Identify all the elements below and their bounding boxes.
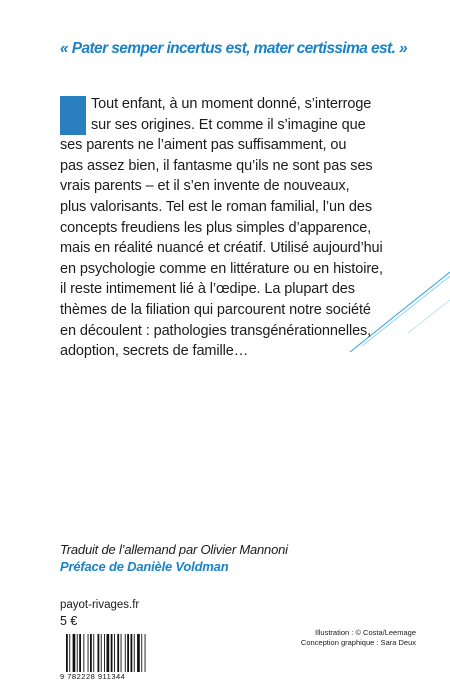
summary-line: en découlent : pathologies transgénérationnelles, — [60, 322, 372, 339]
illustration-credit: Illustration : © Costa/Leemage — [315, 628, 416, 637]
summary-text — [60, 94, 396, 362]
summary-line: Tout enfant, à un moment donné, s’interroge — [91, 96, 372, 112]
summary-line: concepts freudiens les plus simples d’apparence, — [60, 219, 372, 236]
summary-line: il reste intimement lié à l’œdipe. La plupart des — [60, 281, 355, 298]
barcode-bars — [66, 634, 152, 674]
summary-line: plus valorisants. Tel est le roman familial, l’un des — [60, 198, 372, 215]
summary-line: adoption, secrets de famille… — [60, 343, 249, 360]
price: 5 € — [60, 614, 78, 628]
summary-line: sur ses origines. Et comme il s’imagine que — [91, 116, 366, 133]
preface-credit: Préface de Danièle Voldman — [60, 559, 229, 574]
isbn-number: 9 782228 911344 — [60, 672, 156, 681]
summary-line: en psychologie comme en littérature ou en histoire, — [60, 260, 383, 277]
summary-line: thèmes de la filiation qui parcourent notre société — [60, 301, 371, 318]
summary-line: ses parents ne l’aiment pas suffisamment, ou — [60, 137, 347, 154]
publisher-website[interactable]: payot-rivages.fr — [60, 599, 140, 611]
design-credit: Conception graphique : Sara Deux — [300, 638, 416, 647]
barcode — [60, 634, 156, 680]
summary-line: pas assez bien, il fantasme qu’ils ne sont pas ses — [60, 157, 373, 174]
summary-line: vrais parents – et il s’en invente de nouveaux, — [60, 178, 350, 195]
epigraph-quote: « Pater semper incertus est, mater certissima est. » — [60, 40, 408, 57]
cover-credits — [301, 628, 416, 648]
translator-credit: Traduit de l’allemand par Olivier Mannoni — [60, 542, 288, 557]
summary-line: mais en réalité nuancé et créatif. Utilisé aujourd’hui — [60, 240, 383, 257]
